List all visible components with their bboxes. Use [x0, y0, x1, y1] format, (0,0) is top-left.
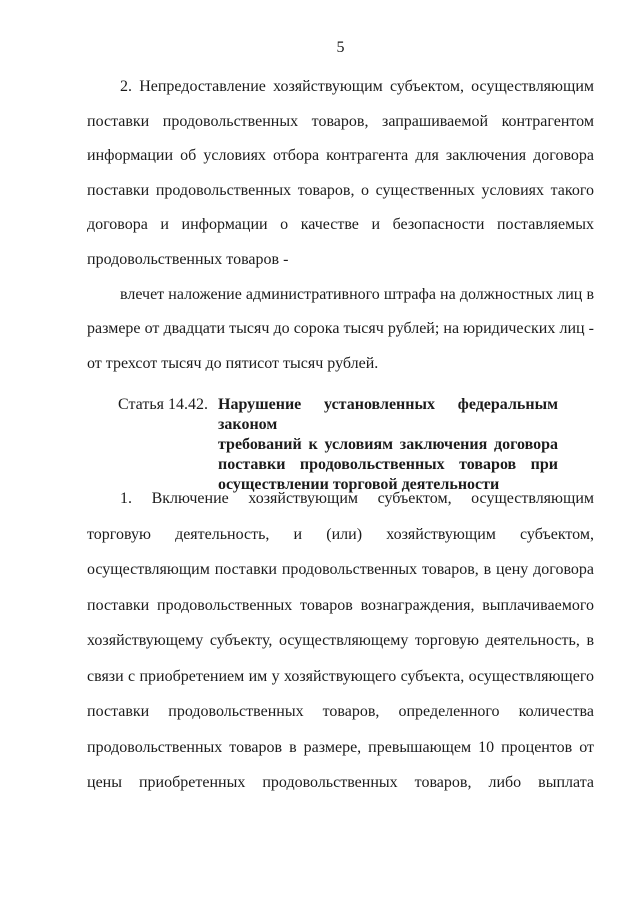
- paragraph-line: поставки продовольственных товаров, запрашиваемой контрагентом: [87, 112, 594, 130]
- paragraph-line: поставки продовольственных товаров, о существенных условиях такого: [87, 181, 594, 199]
- paragraph-line: цены приобретенных продовольственных товаров, либо выплата: [87, 774, 594, 791]
- paragraph-line: информации об условиях отбора контрагента для заключения договора: [87, 147, 594, 165]
- article-title: [218, 395, 558, 495]
- paragraph-line: хозяйствующему субъекту, осуществляющему торговую деятельность, в: [87, 632, 594, 649]
- paragraph-line: 1. Включение хозяйствующим субъектом, осуществляющим: [120, 490, 594, 507]
- paragraph-line: поставки продовольственных товаров вознаграждения, выплачиваемого: [87, 596, 594, 614]
- article-number: Статья 14.42.: [118, 396, 208, 413]
- paragraph-line: продовольственных товаров -: [87, 250, 289, 268]
- paragraph-line: поставки продовольственных товаров, определенного количества: [87, 703, 594, 720]
- paragraph-line: связи с приобретением им у хозяйствующего субъекта, осуществляющего: [87, 667, 594, 685]
- paragraph-line: торговую деятельность, и (или) хозяйствующим субъектом,: [87, 525, 594, 543]
- article-title-line: Нарушение установленных федеральным законом: [218, 396, 558, 433]
- paragraph-line: от трехсот тысяч до пятисот тысяч рублей.: [87, 354, 379, 372]
- article-title-line: осуществлении торговой деятельности: [218, 476, 500, 493]
- paragraph-line: 2. Непредоставление хозяйствующим субъектом, осуществляющим: [120, 78, 594, 95]
- article-title-line: требований к условиям заключения договора: [218, 436, 558, 453]
- paragraph-line: влечет наложение административного штрафа на должностных лиц в: [120, 285, 594, 303]
- paragraph-line: продовольственных товаров в размере, превышающем 10 процентов от: [87, 738, 594, 756]
- article-title-line: поставки продовольственных товаров при: [218, 456, 558, 473]
- section-2-paragraphs: [87, 70, 594, 381]
- paragraph-line: осуществляющим поставки продовольственных товаров, в цену договора: [87, 561, 594, 578]
- paragraph-line: размере от двадцати тысяч до сорока тысяч рублей; на юридических лиц -: [87, 320, 594, 338]
- section-1-paragraph: [87, 481, 594, 801]
- article-heading: [118, 395, 563, 495]
- page-number: 5: [336, 39, 345, 56]
- paragraph-line: договора и информации о качестве и безопасности поставляемых: [87, 216, 594, 234]
